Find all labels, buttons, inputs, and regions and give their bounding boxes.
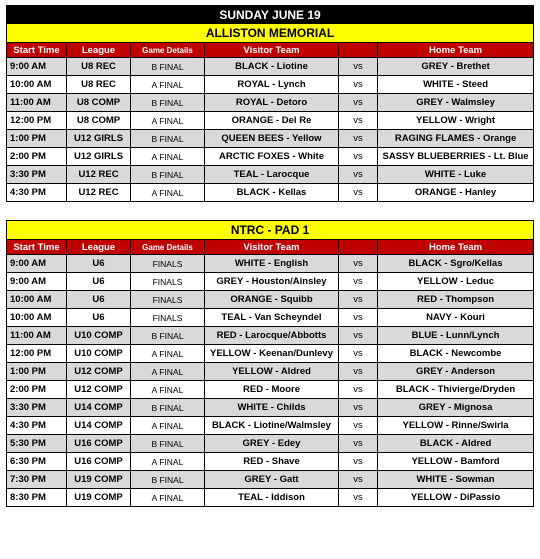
game-league: U19 COMP <box>67 471 131 489</box>
game-row <box>7 471 534 489</box>
game-details: A FINAL <box>131 489 205 507</box>
game-details: FINALS <box>131 255 205 273</box>
game-visitor-team: WHITE - Childs <box>205 399 339 417</box>
game-row <box>7 255 534 273</box>
game-row <box>7 417 534 435</box>
game-league: U12 COMP <box>67 381 131 399</box>
header-vs <box>339 43 378 58</box>
game-visitor-team: YELLOW - Aldred <box>205 363 339 381</box>
game-start-time: 9:00 AM <box>7 58 67 76</box>
game-vs: vs <box>339 148 378 166</box>
game-vs: vs <box>339 94 378 112</box>
venue-title-row <box>7 221 534 240</box>
game-row <box>7 435 534 453</box>
game-league: U12 GIRLS <box>67 148 131 166</box>
game-details: B FINAL <box>131 471 205 489</box>
game-row <box>7 327 534 345</box>
game-start-time: 3:30 PM <box>7 399 67 417</box>
game-visitor-team: BLACK - Liotine/Walmsley <box>205 417 339 435</box>
game-row <box>7 453 534 471</box>
game-league: U8 COMP <box>67 94 131 112</box>
game-league: U8 COMP <box>67 112 131 130</box>
game-league: U10 COMP <box>67 327 131 345</box>
game-home-team: BLACK - Aldred <box>378 435 534 453</box>
header-vs <box>339 240 378 255</box>
game-home-team: YELLOW - Bamford <box>378 453 534 471</box>
game-details: A FINAL <box>131 112 205 130</box>
game-details: A FINAL <box>131 363 205 381</box>
game-vs: vs <box>339 399 378 417</box>
game-vs: vs <box>339 435 378 453</box>
header-home-team: Home Team <box>378 240 534 255</box>
game-visitor-team: GREY - Edey <box>205 435 339 453</box>
game-start-time: 10:00 AM <box>7 291 67 309</box>
game-details: A FINAL <box>131 148 205 166</box>
game-vs: vs <box>339 417 378 435</box>
game-home-team: WHITE - Sowman <box>378 471 534 489</box>
game-league: U8 REC <box>67 76 131 94</box>
header-visitor-team: Visitor Team <box>205 43 339 58</box>
game-vs: vs <box>339 471 378 489</box>
game-vs: vs <box>339 273 378 291</box>
game-details: B FINAL <box>131 166 205 184</box>
game-details: A FINAL <box>131 76 205 94</box>
game-league: U10 COMP <box>67 345 131 363</box>
game-details: A FINAL <box>131 184 205 202</box>
game-row <box>7 166 534 184</box>
game-league: U16 COMP <box>67 435 131 453</box>
game-league: U12 COMP <box>67 363 131 381</box>
game-home-team: BLACK - Thivierge/Dryden <box>378 381 534 399</box>
game-vs: vs <box>339 255 378 273</box>
game-details: B FINAL <box>131 327 205 345</box>
game-start-time: 11:00 AM <box>7 327 67 345</box>
game-visitor-team: GREY - Houston/Ainsley <box>205 273 339 291</box>
schedule-table <box>6 5 534 507</box>
game-start-time: 10:00 AM <box>7 309 67 327</box>
venue-title-row <box>7 24 534 43</box>
game-visitor-team: GREY - Gatt <box>205 471 339 489</box>
game-league: U6 <box>67 255 131 273</box>
game-vs: vs <box>339 345 378 363</box>
game-details: B FINAL <box>131 94 205 112</box>
game-start-time: 2:00 PM <box>7 381 67 399</box>
game-start-time: 11:00 AM <box>7 94 67 112</box>
game-details: B FINAL <box>131 58 205 76</box>
game-start-time: 1:00 PM <box>7 130 67 148</box>
game-vs: vs <box>339 166 378 184</box>
game-vs: vs <box>339 130 378 148</box>
game-vs: vs <box>339 381 378 399</box>
game-start-time: 3:30 PM <box>7 166 67 184</box>
column-header-row <box>7 43 534 58</box>
game-home-team: ORANGE - Hanley <box>378 184 534 202</box>
game-league: U6 <box>67 273 131 291</box>
game-home-team: GREY - Brethet <box>378 58 534 76</box>
game-visitor-team: RED - Moore <box>205 381 339 399</box>
game-row <box>7 489 534 507</box>
game-visitor-team: QUEEN BEES - Yellow <box>205 130 339 148</box>
game-row <box>7 112 534 130</box>
game-row <box>7 273 534 291</box>
game-details: A FINAL <box>131 417 205 435</box>
game-details: A FINAL <box>131 453 205 471</box>
game-visitor-team: ROYAL - Lynch <box>205 76 339 94</box>
game-visitor-team: RED - Larocque/Abbotts <box>205 327 339 345</box>
date-title: SUNDAY JUNE 19 <box>7 6 534 24</box>
game-home-team: YELLOW - DiPassio <box>378 489 534 507</box>
game-row <box>7 76 534 94</box>
game-visitor-team: ORANGE - Squibb <box>205 291 339 309</box>
game-start-time: 7:30 PM <box>7 471 67 489</box>
game-home-team: GREY - Anderson <box>378 363 534 381</box>
game-start-time: 9:00 AM <box>7 255 67 273</box>
game-visitor-team: TEAL - Van Scheyndel <box>205 309 339 327</box>
game-details: A FINAL <box>131 381 205 399</box>
venue-title: NTRC - PAD 1 <box>7 221 534 240</box>
game-league: U14 COMP <box>67 417 131 435</box>
game-row <box>7 291 534 309</box>
column-header-row <box>7 240 534 255</box>
section-spacer <box>7 202 534 221</box>
date-title-row <box>7 6 534 24</box>
game-visitor-team: ARCTIC FOXES - White <box>205 148 339 166</box>
header-start-time: Start Time <box>7 240 67 255</box>
game-details: B FINAL <box>131 435 205 453</box>
game-details: B FINAL <box>131 130 205 148</box>
game-visitor-team: BLACK - Liotine <box>205 58 339 76</box>
game-home-team: RED - Thompson <box>378 291 534 309</box>
venue-title: ALLISTON MEMORIAL <box>7 24 534 43</box>
game-home-team: RAGING FLAMES - Orange <box>378 130 534 148</box>
game-league: U12 GIRLS <box>67 130 131 148</box>
header-start-time: Start Time <box>7 43 67 58</box>
game-home-team: BLACK - Newcombe <box>378 345 534 363</box>
game-start-time: 5:30 PM <box>7 435 67 453</box>
game-details: FINALS <box>131 273 205 291</box>
game-row <box>7 381 534 399</box>
game-league: U6 <box>67 309 131 327</box>
header-league: League <box>67 240 131 255</box>
game-vs: vs <box>339 327 378 345</box>
game-home-team: BLACK - Sgro/Kellas <box>378 255 534 273</box>
game-vs: vs <box>339 363 378 381</box>
game-league: U8 REC <box>67 58 131 76</box>
game-start-time: 4:30 PM <box>7 184 67 202</box>
game-league: U12 REC <box>67 166 131 184</box>
schedule-body <box>7 6 534 507</box>
game-row <box>7 399 534 417</box>
game-home-team: YELLOW - Wright <box>378 112 534 130</box>
game-row <box>7 58 534 76</box>
game-start-time: 10:00 AM <box>7 76 67 94</box>
game-row <box>7 363 534 381</box>
game-details: FINALS <box>131 291 205 309</box>
game-home-team: BLUE - Lunn/Lynch <box>378 327 534 345</box>
game-visitor-team: TEAL - Iddison <box>205 489 339 507</box>
game-visitor-team: ORANGE - Del Re <box>205 112 339 130</box>
game-home-team: WHITE - Luke <box>378 166 534 184</box>
game-row <box>7 309 534 327</box>
game-start-time: 12:00 PM <box>7 112 67 130</box>
game-row <box>7 130 534 148</box>
game-start-time: 6:30 PM <box>7 453 67 471</box>
game-row <box>7 148 534 166</box>
game-row <box>7 94 534 112</box>
game-row <box>7 184 534 202</box>
spacer-cell <box>7 202 534 221</box>
game-home-team: YELLOW - Leduc <box>378 273 534 291</box>
game-home-team: GREY - Walmsley <box>378 94 534 112</box>
game-vs: vs <box>339 184 378 202</box>
game-details: A FINAL <box>131 345 205 363</box>
game-start-time: 4:30 PM <box>7 417 67 435</box>
header-game-details: Game Details <box>131 43 205 58</box>
game-vs: vs <box>339 489 378 507</box>
game-league: U19 COMP <box>67 489 131 507</box>
header-league: League <box>67 43 131 58</box>
game-league: U14 COMP <box>67 399 131 417</box>
game-start-time: 8:30 PM <box>7 489 67 507</box>
game-details: FINALS <box>131 309 205 327</box>
game-visitor-team: WHITE - English <box>205 255 339 273</box>
game-league: U12 REC <box>67 184 131 202</box>
game-row <box>7 345 534 363</box>
game-vs: vs <box>339 112 378 130</box>
game-league: U6 <box>67 291 131 309</box>
game-home-team: YELLOW - Rinne/Swirla <box>378 417 534 435</box>
header-home-team: Home Team <box>378 43 534 58</box>
game-home-team: NAVY - Kouri <box>378 309 534 327</box>
game-vs: vs <box>339 453 378 471</box>
game-visitor-team: RED - Shave <box>205 453 339 471</box>
game-visitor-team: TEAL - Larocque <box>205 166 339 184</box>
game-vs: vs <box>339 291 378 309</box>
game-visitor-team: BLACK - Kellas <box>205 184 339 202</box>
game-vs: vs <box>339 76 378 94</box>
game-home-team: SASSY BLUEBERRIES - Lt. Blue <box>378 148 534 166</box>
game-vs: vs <box>339 309 378 327</box>
header-visitor-team: Visitor Team <box>205 240 339 255</box>
game-start-time: 12:00 PM <box>7 345 67 363</box>
game-start-time: 2:00 PM <box>7 148 67 166</box>
game-vs: vs <box>339 58 378 76</box>
schedule-sheet <box>6 5 533 507</box>
game-league: U16 COMP <box>67 453 131 471</box>
header-game-details: Game Details <box>131 240 205 255</box>
game-home-team: GREY - Mignosa <box>378 399 534 417</box>
game-details: B FINAL <box>131 399 205 417</box>
game-home-team: WHITE - Steed <box>378 76 534 94</box>
game-visitor-team: ROYAL - Detoro <box>205 94 339 112</box>
game-start-time: 1:00 PM <box>7 363 67 381</box>
game-start-time: 9:00 AM <box>7 273 67 291</box>
game-visitor-team: YELLOW - Keenan/Dunlevy <box>205 345 339 363</box>
